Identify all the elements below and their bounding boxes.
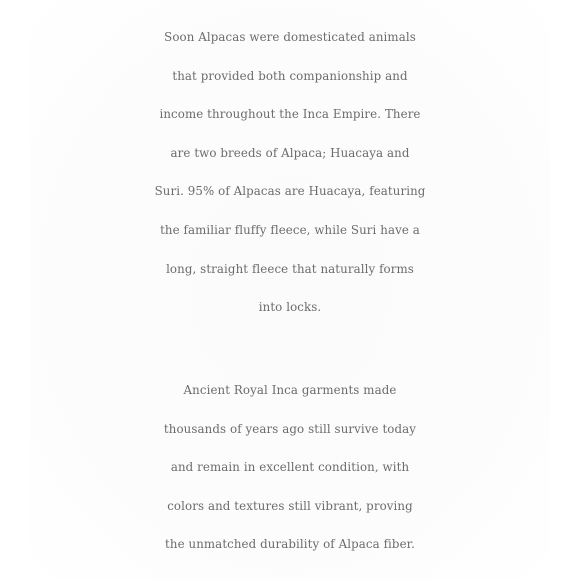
paragraph-line: are two breeds of Alpaca; Huacaya and [170, 145, 410, 160]
paragraph-line: colors and textures still vibrant, proving [167, 498, 413, 513]
paragraph-line: thousands of years ago still survive today [163, 421, 417, 436]
paragraph-line: Soon Alpacas were domesticated animals [164, 30, 416, 44]
paragraph-line: the familiar fluffy fleece, while Suri have a [160, 222, 420, 237]
paragraph-line: into locks. [258, 300, 322, 315]
paragraph-inca-garments [0, 371, 580, 564]
paragraph-line: income throughout the Inca Empire. There [159, 107, 421, 122]
paragraph-line: Ancient Royal Inca garments made [183, 383, 397, 397]
paragraph-line: Suri. 95% of Alpacas are Huacaya, featuring [154, 184, 426, 199]
paragraph-line: long, straight fleece that naturally forms [166, 261, 414, 276]
paragraph-alpaca-breeds [0, 18, 580, 327]
paragraph-line: and remain in excellent condition, with [170, 460, 410, 475]
paragraph-line: the unmatched durability of Alpaca fiber. [165, 537, 415, 552]
paragraph-line: that provided both companionship and [172, 68, 408, 83]
